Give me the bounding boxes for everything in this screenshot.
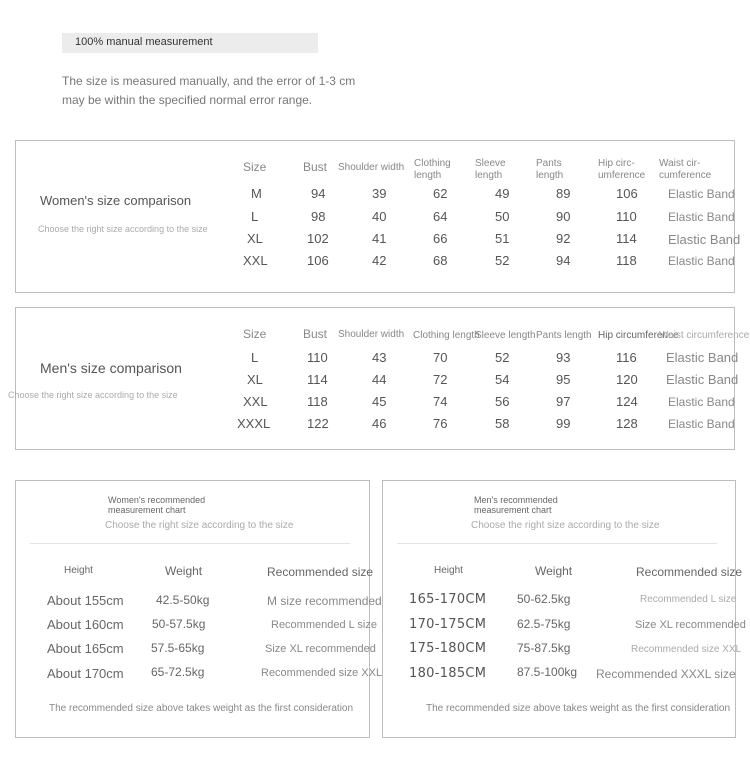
women-hip: 114 <box>616 231 637 246</box>
header-weight: Weight <box>165 564 203 578</box>
women-pants: 92 <box>556 231 571 246</box>
rec-height: About 170cm <box>47 666 124 681</box>
header-hip: Hip circ-umference <box>598 158 646 181</box>
women-bust: 102 <box>307 231 329 246</box>
women-shoulder: 42 <box>372 253 387 268</box>
men-waist: Elastic Band <box>666 372 739 387</box>
men-clothing: 70 <box>433 350 448 365</box>
women-hip: 106 <box>616 186 638 201</box>
rec-height: 165-170CM <box>409 592 487 607</box>
men-sleeve: 54 <box>495 372 510 387</box>
women-size: XL <box>247 231 263 246</box>
women-waist: Elastic Band <box>668 210 735 224</box>
rec-weight: 75-87.5kg <box>517 641 571 655</box>
women-waist: Elastic Band <box>668 232 741 247</box>
women-pants: 90 <box>556 209 571 224</box>
women-rec-subtitle: Choose the right size according to the size <box>105 520 294 531</box>
men-rec-subtitle: Choose the right size according to the size <box>471 520 660 531</box>
men-table-subtitle: Choose the right size according to the size <box>8 390 178 400</box>
header-waist: Waist circumference <box>659 330 750 341</box>
measurement-note: The size is measured manually, and the error of 1-3 cm may be within the specified normal error range. <box>62 74 356 107</box>
rec-size: Recommended size XXL <box>261 667 383 679</box>
men-size-table <box>8 307 750 450</box>
rec-height: About 155cm <box>47 593 124 608</box>
rec-height: About 160cm <box>47 617 124 632</box>
women-shoulder: 41 <box>372 231 387 246</box>
women-hip: 110 <box>616 209 637 224</box>
women-waist: Elastic Band <box>668 187 735 201</box>
women-sleeve: 51 <box>495 231 510 246</box>
women-clothing: 64 <box>433 209 448 224</box>
women-rec-title: Women's recommended measurement chart <box>108 495 206 515</box>
divider <box>30 543 350 544</box>
rec-weight: 50-62.5kg <box>517 592 571 606</box>
rec-height: 175-180CM <box>409 641 487 656</box>
rec-size: Recommended L size <box>640 594 737 605</box>
women-clothing: 62 <box>433 186 448 201</box>
men-sleeve: 52 <box>495 350 510 365</box>
women-shoulder: 40 <box>372 209 387 224</box>
men-hip: 128 <box>616 416 638 431</box>
men-hip: 124 <box>616 394 638 409</box>
men-recommended-chart <box>382 480 746 738</box>
header-recommended-size: Recommended size <box>267 565 374 579</box>
header-weight: Weight <box>535 564 573 578</box>
rec-weight: 57.5-65kg <box>151 641 205 655</box>
men-clothing: 76 <box>433 416 448 431</box>
rec-size: Recommended L size <box>271 619 377 631</box>
header-height: Height <box>434 565 463 576</box>
rec-weight: 87.5-100kg <box>517 665 578 679</box>
women-waist: Elastic Band <box>668 254 735 268</box>
rec-size: Recommended size XXL <box>631 644 742 655</box>
rec-height: About 165cm <box>47 641 124 656</box>
women-size-table <box>15 140 741 293</box>
men-table-title: Men's size comparison <box>40 360 182 376</box>
men-waist: Elastic Band <box>666 350 739 365</box>
men-sleeve: 58 <box>495 416 510 431</box>
rec-size: M size recommended <box>267 594 382 608</box>
header-size: Size <box>243 160 267 174</box>
men-hip: 116 <box>616 350 637 365</box>
men-waist: Elastic Band <box>668 417 735 431</box>
men-size: XXXL <box>237 416 271 431</box>
women-bust: 94 <box>311 186 326 201</box>
header-height: Height <box>64 565 93 576</box>
header-sleeve-length: Sleeve length <box>475 330 536 341</box>
women-table-title: Women's size comparison <box>40 193 192 208</box>
header-recommended-size: Recommended size <box>636 565 743 579</box>
men-rec-footer: The recommended size above takes weight as the first consideration <box>426 703 731 714</box>
header-pants-length: Pants length <box>536 330 592 341</box>
header-shoulder: Shoulder width <box>338 329 405 340</box>
rec-size: Recommended XXXL size <box>596 667 736 681</box>
men-size: XXL <box>243 394 268 409</box>
women-size: XXL <box>243 253 268 268</box>
men-bust: 110 <box>307 350 328 365</box>
rec-weight: 65-72.5kg <box>151 665 205 679</box>
rec-size: Size XL recommended <box>265 643 376 655</box>
men-size: XL <box>247 372 263 387</box>
men-clothing: 72 <box>433 372 448 387</box>
rec-height: 180-185CM <box>409 666 487 681</box>
women-bust: 106 <box>307 253 329 268</box>
measurement-tag <box>62 33 318 53</box>
men-shoulder: 46 <box>372 416 387 431</box>
header-bust: Bust <box>303 327 328 341</box>
women-sleeve: 52 <box>495 253 510 268</box>
men-shoulder: 43 <box>372 350 387 365</box>
men-hip: 120 <box>616 372 638 387</box>
women-rec-footer: The recommended size above takes weight as the first consideration <box>49 703 354 714</box>
women-sleeve: 49 <box>495 186 510 201</box>
women-clothing: 66 <box>433 231 448 246</box>
rec-weight: 50-57.5kg <box>152 617 206 631</box>
header-clothing-length: Clothing length <box>413 330 480 341</box>
men-pants: 93 <box>556 350 571 365</box>
men-bust: 122 <box>307 416 329 431</box>
women-sleeve: 50 <box>495 209 510 224</box>
women-hip: 118 <box>616 253 637 268</box>
men-shoulder: 45 <box>372 394 387 409</box>
men-pants: 99 <box>556 416 571 431</box>
women-bust: 98 <box>311 209 326 224</box>
men-bust: 118 <box>307 394 328 409</box>
header-size: Size <box>243 327 267 341</box>
men-pants: 97 <box>556 394 571 409</box>
men-clothing: 74 <box>433 394 448 409</box>
women-recommended-chart <box>15 480 383 738</box>
women-shoulder: 39 <box>372 186 387 201</box>
header-hip: Hip circumference <box>598 330 679 341</box>
header-pants-length: Pants length <box>536 158 564 181</box>
men-size: L <box>251 350 259 365</box>
women-pants: 89 <box>556 186 571 201</box>
men-waist: Elastic Band <box>668 395 735 409</box>
men-sleeve: 56 <box>495 394 510 409</box>
women-clothing: 68 <box>433 253 448 268</box>
divider <box>397 543 717 544</box>
header-sleeve-length: Sleeve length <box>475 158 506 181</box>
rec-weight: 62.5-75kg <box>517 617 571 631</box>
women-table-subtitle: Choose the right size according to the size <box>38 224 208 234</box>
header-waist: Waist cir-cumference <box>659 158 712 181</box>
header-shoulder: Shoulder width <box>338 162 405 173</box>
men-shoulder: 44 <box>372 372 387 387</box>
women-size: L <box>251 209 259 224</box>
rec-size: Size XL recommended <box>635 619 746 631</box>
header-bust: Bust <box>303 160 328 174</box>
measurement-tag-text: 100% manual measurement <box>75 36 213 48</box>
women-pants: 94 <box>556 253 571 268</box>
rec-weight: 42.5-50kg <box>156 593 210 607</box>
men-bust: 114 <box>307 372 328 387</box>
men-rec-title: Men's recommended measurement chart <box>474 495 558 515</box>
rec-height: 170-175CM <box>409 617 487 632</box>
header-clothing-length: Clothing length <box>414 158 451 181</box>
women-size: M <box>251 186 262 201</box>
men-pants: 95 <box>556 372 571 387</box>
